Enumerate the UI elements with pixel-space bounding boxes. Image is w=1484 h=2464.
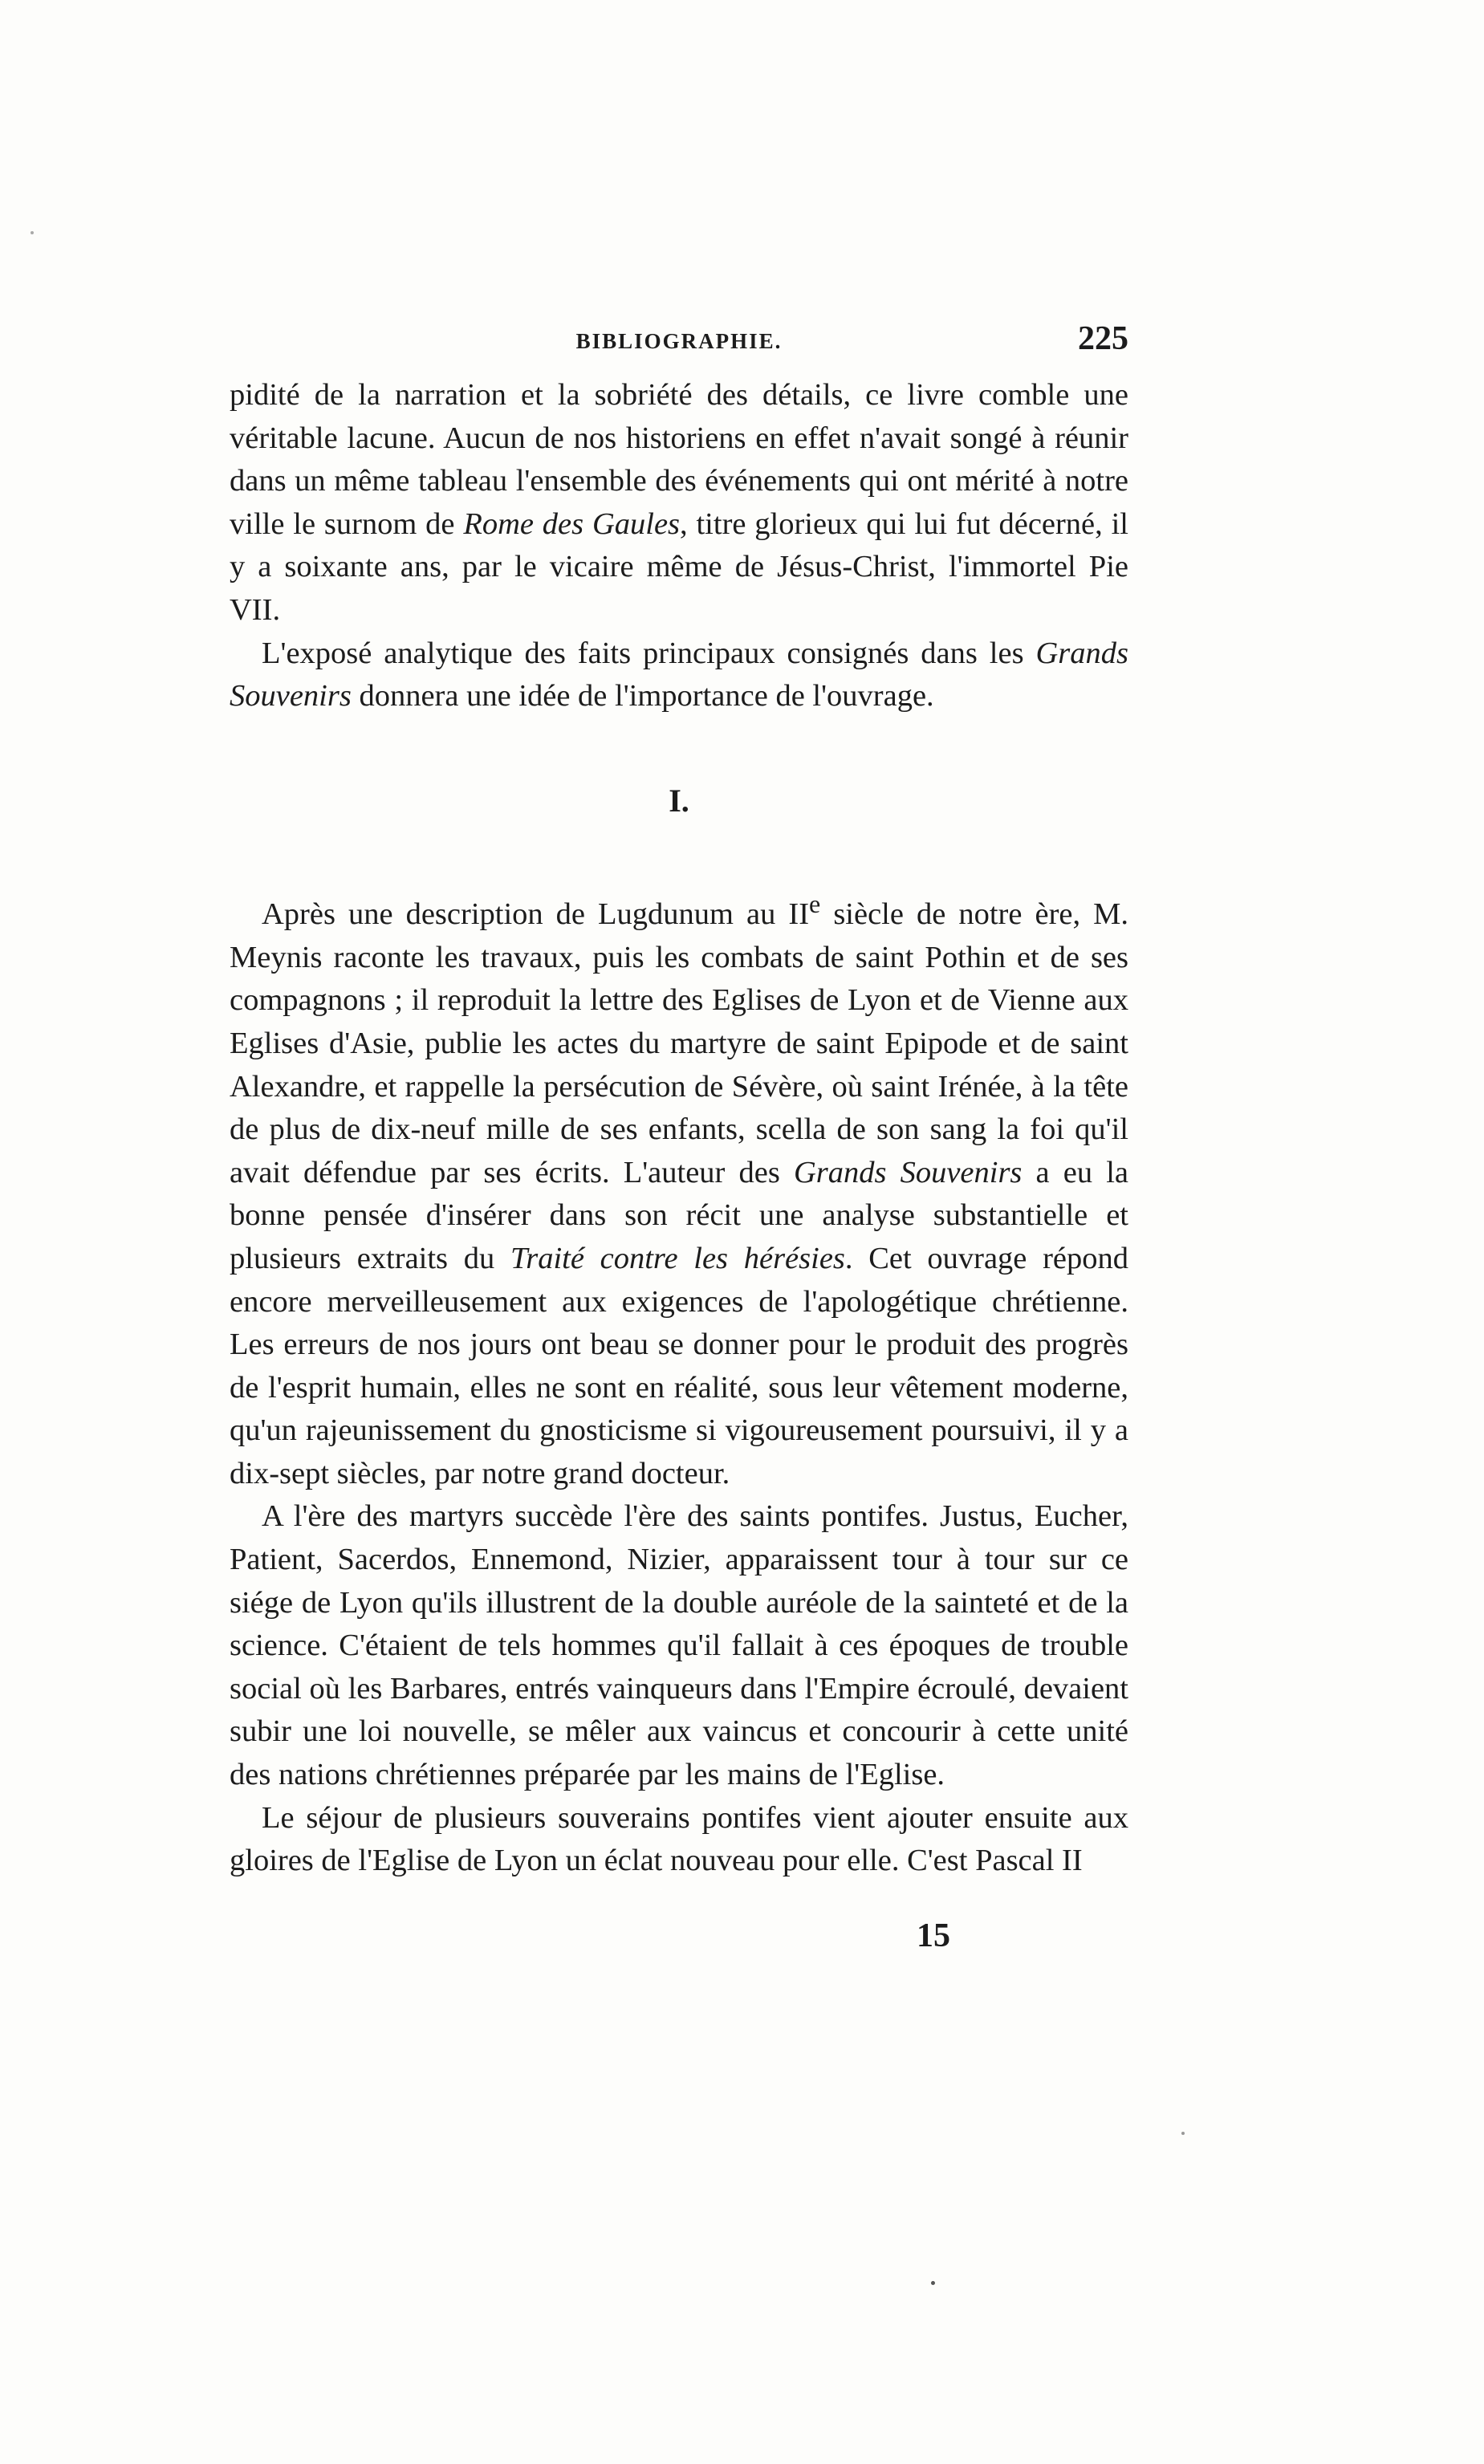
ink-speck — [931, 2281, 935, 2285]
paragraph-4: A l'ère des martyrs succède l'ère des saints pontifes. Justus, Eucher, Patient, Sacerdos, Ennemond, Nizier, apparaissent tour à tour sur ce siége de Lyon qu'ils illustrent de la double auréole de la sainteté et de la science. C'étaient de tels hommes qu'il fallait à ces époques de trouble social où les Barbares, entrés vainqueurs dans l'Empire écroulé, devaient subir une loi nouvelle, se mêler aux vaincus et concourir à cette unité des nations chrétiennes préparée par les mains de l'Eglise. — [230, 1499, 1128, 1792]
body-text — [230, 374, 1128, 1883]
italic-title: Grands Souvenirs — [793, 1155, 1023, 1189]
signature-mark: 15 — [917, 1917, 950, 1954]
italic-phrase: Rome des Gaules — [463, 506, 681, 541]
paragraph-1: pidité de la narration et la sobriété des détails, ce livre comble une véritable lacune. Aucun de nos historiens en effet n'avait songé à réunir dans un même tableau l'ensemble des événements qui ont mérité à notre ville le surnom de Rome des Gaules, titre glorieux qui lui fut décerné, il y a soixante ans, par le vicaire même de Jésus-Christ, l'immortel Pie VII. — [230, 378, 1128, 627]
italic-title: Grands Souvenirs — [230, 636, 1128, 714]
paragraph-2: L'exposé analytique des faits principaux consignés dans les Grands Souvenirs donnera une idée de l'importance de l'ouvrage. — [230, 636, 1128, 714]
paragraph-3: Après une description de Lugdunum au IIe siècle de notre ère, M. Meynis raconte les travaux, puis les combats de saint Pothin et de ses compagnons ; il reproduit la lettre des Eglises de Lyon et de Vienne aux Eglises d'Asie, publie les actes du martyre de saint Epipode et de saint Alexandre, et rappelle la persécution de Sévère, où saint Irénée, à la tête de plus de dix-neuf mille de ses enfants, scella de son sang la foi qu'il avait défendue par ses écrits. L'auteur des Grands Souvenirs a eu la bonne pensée d'insérer dans son récit une analyse substantielle et plusieurs extraits du Traité contre les hérésies. Cet ouvrage répond encore merveilleusement aux exigences de l'apologétique chrétienne. Les erreurs de nos jours ont beau se donner pour le produit des progrès de l'esprit humain, elles ne sont en réalité, sous leur vêtement moderne, qu'un rajeunissement du gnosticisme si vigoureusement poursuivi, il y a dix-sept siècles, par notre grand docteur. — [230, 889, 1129, 1490]
section-heading: I. — [669, 782, 689, 819]
page-number: 225 — [1078, 320, 1128, 357]
ink-speck — [1181, 2132, 1185, 2135]
ink-speck — [30, 231, 34, 234]
italic-title: Traité contre les hérésies — [510, 1241, 845, 1275]
paragraph-5: Le séjour de plusieurs souverains pontifes vient ajouter ensuite aux gloires de l'Eglise de Lyon un éclat nouveau pour elle. C'est Pascal II — [230, 1800, 1128, 1878]
page-header — [230, 319, 1128, 368]
running-title: BIBLIOGRAPHIE. — [575, 329, 783, 353]
